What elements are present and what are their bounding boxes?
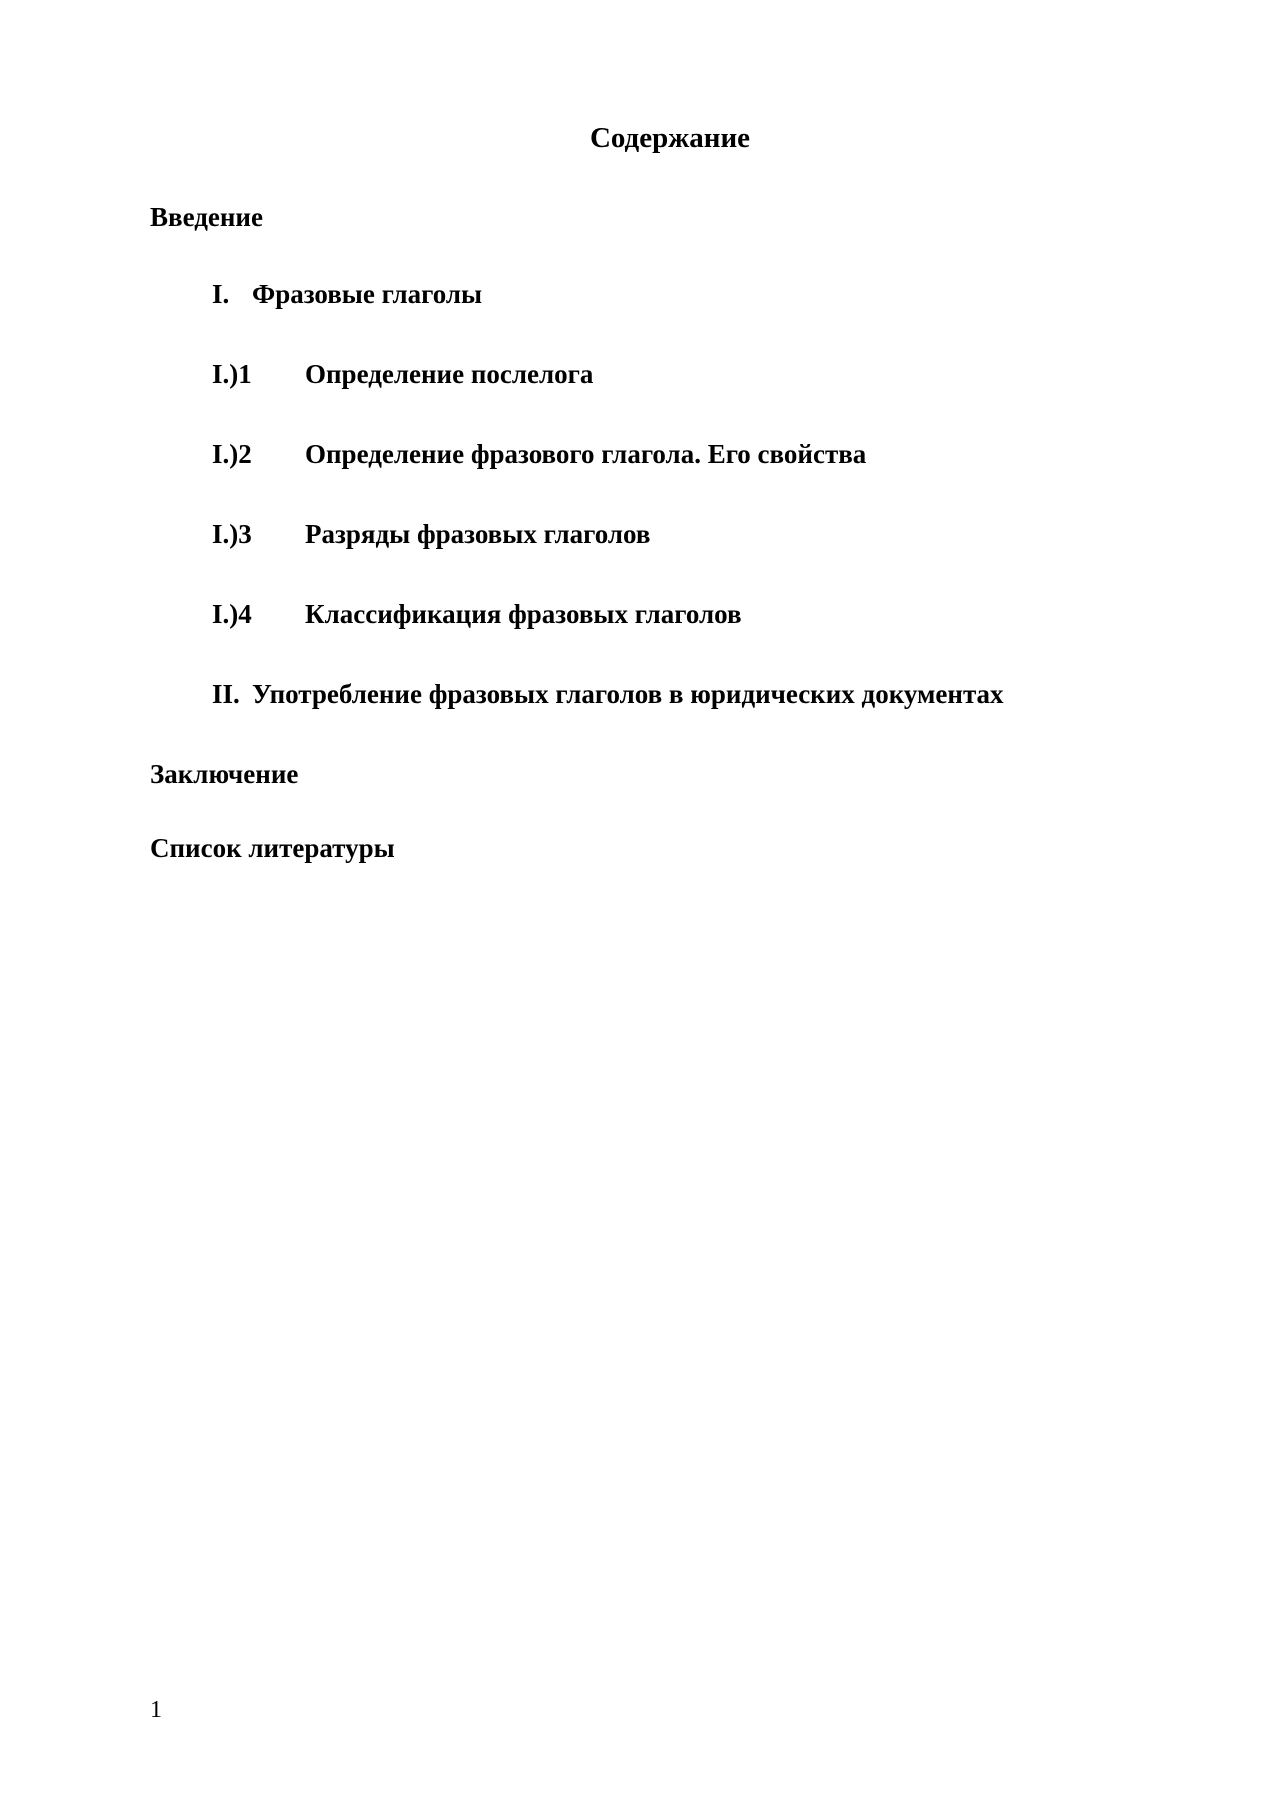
toc-item-intro: Введение (150, 202, 263, 232)
toc-chapter-2-number: II. (212, 679, 240, 709)
toc-section-title: Классификация фразовых глаголов (305, 599, 742, 629)
toc-section-title: Определение фразового глагола. Его свойства (305, 439, 867, 469)
toc-chapter-2-title: Употребление фразовых глаголов в юридических документах (252, 679, 1004, 709)
toc-section-title: Определение послелога (305, 359, 594, 389)
toc-chapter-1-title: Фразовые глаголы (252, 279, 483, 309)
toc-section-number: I.)3 (212, 519, 252, 549)
toc-section-number: I.)1 (212, 359, 252, 389)
page-title: Содержание (589, 122, 751, 154)
toc-section-number: I.)4 (212, 599, 252, 629)
page-number: 1 (150, 1697, 162, 1723)
toc-item-references: Список литературы (150, 833, 395, 863)
toc-section-number: I.)2 (212, 439, 252, 469)
toc-chapter-1-number: I. (212, 279, 230, 309)
toc-item-conclusion: Заключение (150, 759, 299, 789)
toc-section-title: Разряды фразовых глаголов (305, 519, 651, 549)
